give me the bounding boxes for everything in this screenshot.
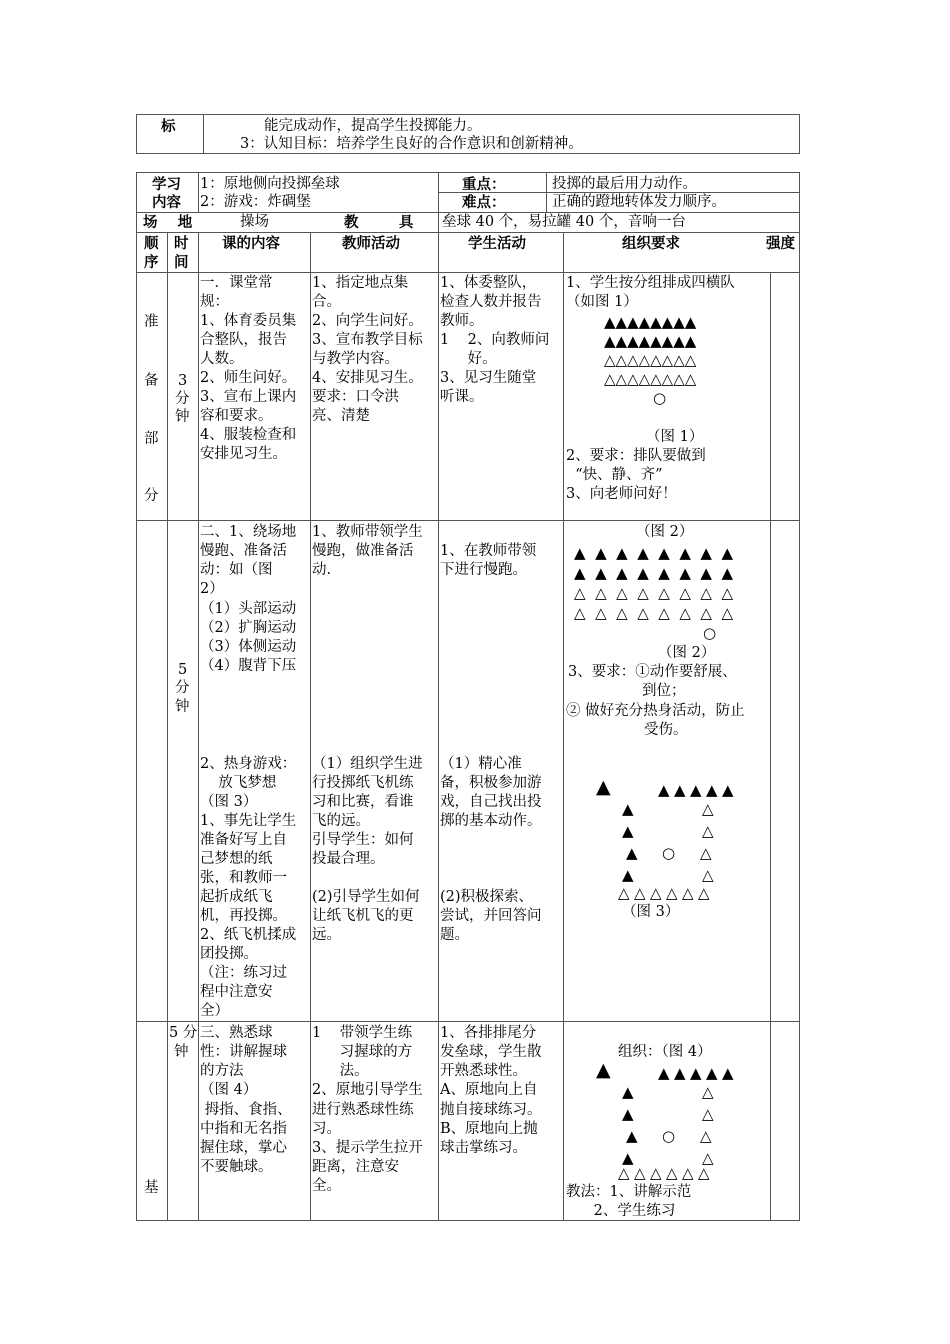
student-line: B、原地向上抛 [440, 1121, 538, 1137]
teacher-line: 慢跑，做准备活 [312, 543, 414, 559]
formation-row-solid: ▲ [674, 1064, 686, 1082]
student-line: 开熟悉球性。 [440, 1063, 527, 1079]
formation-row-hollow: △△△△△△△△ [604, 351, 697, 369]
teacher-line: 3、提示学生拉开 [312, 1140, 423, 1156]
student-line: 题。 [440, 927, 469, 943]
order-char: 部 [144, 431, 159, 447]
time: 钟 [175, 409, 190, 425]
col-org: 组织要求 [622, 235, 680, 252]
student-line: 检查人数并报告 [440, 294, 542, 310]
content-line: 2） [200, 581, 224, 597]
formation-row-hollow: △ [650, 884, 662, 902]
solid-triangle-icon: ▲ [626, 1127, 638, 1145]
content-line: 握住球，掌心 [200, 1140, 287, 1156]
org-req: 3、要求：①动作要舒展、 [568, 664, 737, 680]
formation-row-hollow: △ [666, 884, 678, 902]
solid-triangle-icon: ▲ [622, 866, 634, 884]
solid-triangle-icon: ▲ [622, 1083, 634, 1101]
teacher-line: (2)引导学生如何 [312, 889, 420, 905]
teacher-solid-triangle-icon: ▲ [596, 776, 611, 798]
rule [546, 172, 547, 212]
solid-triangle-icon: ▲ [622, 1105, 634, 1123]
student-line: 发垒球，学生散 [440, 1044, 542, 1060]
figure-caption: （图 3） [622, 904, 680, 920]
student-line: 1、体委整队， [440, 275, 537, 291]
student-line: (2)积极探索、 [440, 889, 534, 905]
figure-caption: （图 2） [658, 645, 716, 661]
formation-row-solid: ▲ [722, 1064, 734, 1082]
org-title: 组织：（图 4） [618, 1044, 712, 1060]
content-line: 人数。 [200, 351, 244, 367]
content-line: 动：如（图 [200, 562, 273, 578]
rule [563, 232, 564, 1221]
objective-line-1: 能完成动作，提高学生投掷能力。 [264, 118, 482, 134]
equipment-label: 教 具 [344, 214, 414, 231]
col-teacher: 教师活动 [342, 235, 400, 252]
formation-row-hollow: △ [698, 884, 710, 902]
teacher-line: 1、教师带领学生 [312, 524, 423, 540]
content-line: 全） [200, 1003, 229, 1019]
solid-triangle-icon: ▲ [622, 800, 634, 818]
teacher-line: （1）组织学生进 [312, 756, 423, 772]
content-line: 安排见习生。 [200, 446, 287, 462]
teacher-line: 全。 [312, 1178, 341, 1194]
content-line: 性：讲解握球 [200, 1044, 287, 1060]
content-line: 放飞梦想 [200, 775, 277, 791]
content-line: 2、纸飞机揉成 [200, 927, 297, 943]
content-line: （3）体侧运动 [200, 639, 297, 655]
formation-row-solid: ▲▲▲▲▲▲▲▲ [604, 313, 697, 331]
formation-row-solid: ▲ [690, 781, 702, 799]
content-line: 团投掷。 [200, 946, 258, 962]
teacher-line: 进行熟悉球性练 [312, 1102, 414, 1118]
figure-caption: （图 1） [646, 429, 704, 445]
teacher-line: 合。 [312, 294, 341, 310]
content-line: （图 3） [200, 794, 258, 810]
difficulty: 正确的蹬地转体发力顺序。 [552, 194, 726, 210]
content-line: 己梦想的纸 [200, 851, 273, 867]
col-content: 课的内容 [222, 235, 280, 252]
content-line: 1、事先让学生 [200, 813, 297, 829]
order-char: 分 [144, 488, 159, 504]
solid-triangle-icon: ▲ [626, 844, 638, 862]
rule [438, 172, 439, 1221]
teacher-line: 投最合理。 [312, 851, 385, 867]
teacher-line: 行投掷纸飞机练 [312, 775, 414, 791]
order-char: 准 [144, 314, 159, 330]
content-line: 机，再投掷。 [200, 908, 287, 924]
student-line: 1 2、向教师问 [440, 332, 550, 348]
content-line: 起折成纸飞 [200, 889, 273, 905]
teacher-line: 距离，注意安 [312, 1159, 399, 1175]
student-line: 听课。 [440, 389, 484, 405]
content-line: 2、热身游戏： [200, 756, 297, 772]
formation-row-hollow: △ [682, 884, 694, 902]
content-line: 不要触球。 [200, 1159, 273, 1175]
formation-row-solid: ▲▲▲▲▲▲▲▲ [604, 332, 697, 350]
content-line: 规： [200, 294, 229, 310]
teacher-line: 习。 [312, 1121, 341, 1137]
org-line: 1、学生按分组排成四横队 [566, 275, 735, 291]
teacher-line: 习握球的方 [312, 1044, 413, 1060]
formation-row-hollow: △ [618, 884, 630, 902]
formation-row-solid: ▲ [706, 781, 718, 799]
teaching-method: 教法：1、讲解示范 [566, 1184, 692, 1200]
formation-row-hollow: △ [634, 1164, 646, 1182]
content-line: 1、体育委员集 [200, 313, 297, 329]
student-line: 3、见习生随堂 [440, 370, 537, 386]
teacher-line: 远。 [312, 927, 341, 943]
org-req: 2、要求：排队要做到 [566, 448, 706, 464]
content-line: 2、师生问好。 [200, 370, 297, 386]
org-req: ② 做好充分热身活动，防止 [566, 703, 745, 719]
objective-line-2: 3：认知目标：培养学生良好的合作意识和创新精神。 [240, 136, 583, 152]
teacher-line: 2、原地引导学生 [312, 1082, 423, 1098]
formation-row-hollow: △ △ △ △ △ △ △ △ [574, 584, 734, 602]
content-line: 张，和教师一 [200, 870, 287, 886]
col-time: 时 [174, 235, 189, 252]
formation-row-hollow: △ △ △ △ △ △ △ △ [574, 604, 734, 622]
col-order: 顺 [144, 235, 159, 252]
teacher-line: 1 带领学生练 [312, 1025, 413, 1041]
teacher-line: 2、向学生问好。 [312, 313, 423, 329]
teacher-line: 3、宣布教学目标 [312, 332, 423, 348]
venue: 操场 [240, 214, 269, 230]
top-table-label: 标 [161, 118, 176, 135]
student-line: 戏，自己找出投 [440, 794, 542, 810]
col-student: 学生活动 [468, 235, 526, 252]
org-req: 受伤。 [644, 722, 688, 738]
hollow-triangle-icon: △ [702, 1083, 714, 1101]
teacher-line: 习和比赛，看谁 [312, 794, 414, 810]
org-line: （如图 1） [566, 294, 638, 310]
formation-row-hollow: △ [682, 1164, 694, 1182]
teacher-circle-icon: ○ [703, 624, 717, 642]
content-line: 慢跑、准备活 [200, 543, 287, 559]
formation-row-solid: ▲ [674, 781, 686, 799]
teacher-circle-icon: ○ [662, 1127, 676, 1145]
rule [198, 232, 199, 1221]
formation-row-hollow: △ [666, 1164, 678, 1182]
col-intensity: 强度 [766, 235, 795, 252]
student-line: 下进行慢跑。 [440, 562, 527, 578]
formation-row-hollow: △ [650, 1164, 662, 1182]
content-line: 三、熟悉球 [200, 1025, 273, 1041]
student-line: 备，积极参加游 [440, 775, 542, 791]
student-line: A、原地向上自 [440, 1082, 538, 1098]
teacher-line: 亮、清楚 [312, 408, 370, 424]
student-line: 1、各排排尾分 [440, 1025, 537, 1041]
content-line: （图 4） [200, 1082, 258, 1098]
student-line: 1、在教师带领 [440, 543, 537, 559]
hollow-triangle-icon: △ [702, 800, 714, 818]
student-line: 抛自接球练习。 [440, 1102, 542, 1118]
rule [136, 520, 800, 521]
study-content-label: 学习 [152, 176, 181, 193]
key-point-label: 重点： [462, 176, 506, 193]
formation-row-solid: ▲ [658, 781, 670, 799]
student-line: 掷的基本动作。 [440, 813, 542, 829]
formation-row-solid: ▲ [658, 1064, 670, 1082]
formation-row-solid: ▲ [706, 1064, 718, 1082]
student-line: 教师。 [440, 313, 484, 329]
teacher-solid-triangle-icon: ▲ [596, 1059, 611, 1081]
formation-row-solid: ▲ ▲ ▲ ▲ ▲ ▲ ▲ ▲ [574, 544, 734, 562]
rule [136, 1021, 800, 1022]
equipment: 垒球 40 个，易拉罐 40 个，音响一台 [442, 214, 686, 230]
venue-label: 场 地 [143, 214, 193, 231]
formation-row-solid: ▲ ▲ ▲ ▲ ▲ ▲ ▲ ▲ [574, 564, 734, 582]
content-line: （4）腹背下压 [200, 658, 297, 674]
content-item-2: 2：游戏：炸碉堡 [200, 194, 311, 210]
time: 分 [175, 680, 190, 696]
content-line: 3、宣布上课内 [200, 389, 297, 405]
content-line: 容和要求。 [200, 408, 273, 424]
rule [198, 172, 199, 212]
teacher-line: 4、安排见习生。 [312, 370, 423, 386]
order-char: 基 [144, 1180, 159, 1196]
content-line: 拇指、食指、 [200, 1102, 292, 1118]
time: 3 [178, 373, 188, 389]
content-line: 二、1、绕场地 [200, 524, 297, 540]
col-time: 间 [174, 254, 189, 271]
hollow-triangle-icon: △ [702, 1105, 714, 1123]
time: 钟 [175, 699, 190, 715]
solid-triangle-icon: ▲ [622, 1149, 634, 1167]
teacher-line: 动. [312, 562, 332, 578]
teacher-line: 法。 [312, 1063, 369, 1079]
formation-row-hollow: △ [698, 1164, 710, 1182]
content-line: 准备好写上自 [200, 832, 287, 848]
time: 5 [178, 662, 188, 678]
solid-triangle-icon: ▲ [622, 822, 634, 840]
student-line: 好。 [440, 351, 497, 367]
teacher-line: 要求：口令洪 [312, 389, 399, 405]
teacher-line: 与教学内容。 [312, 351, 399, 367]
rule [167, 232, 168, 1221]
study-content-label: 内容 [152, 194, 181, 211]
rule [310, 232, 311, 1221]
hollow-triangle-icon: △ [702, 866, 714, 884]
content-line: （1）头部运动 [200, 601, 297, 617]
teacher-circle-icon: ○ [662, 844, 676, 862]
rule [770, 272, 771, 1221]
key-point: 投掷的最后用力动作。 [552, 176, 697, 192]
org-req: 3、向老师问好！ [566, 486, 677, 502]
teacher-line: 飞的远。 [312, 813, 370, 829]
content-line: （注：练习过 [200, 965, 287, 981]
formation-row-hollow: △ [618, 1164, 630, 1182]
student-line: 球击掌练习。 [440, 1140, 527, 1156]
time: 5 分 [169, 1025, 198, 1041]
content-line: 4、服装检查和 [200, 427, 297, 443]
content-line: 中指和无名指 [200, 1121, 287, 1137]
rule [136, 272, 800, 273]
hollow-triangle-icon: △ [702, 822, 714, 840]
hollow-triangle-icon: △ [700, 1127, 712, 1145]
content-line: 一．课堂常 [200, 275, 273, 291]
time: 分 [175, 391, 190, 407]
teacher-line: 1、指定地点集 [312, 275, 409, 291]
difficulty-label: 难点： [462, 194, 506, 211]
content-item-1: 1：原地侧向投掷垒球 [200, 176, 340, 192]
col-order: 序 [144, 254, 159, 271]
teacher-circle-icon: ○ [653, 389, 667, 407]
org-req: 到位； [642, 683, 686, 699]
hollow-triangle-icon: △ [702, 1149, 714, 1167]
content-line: （2）扩胸运动 [200, 620, 297, 636]
student-line: 尝试，并回答问 [440, 908, 542, 924]
formation-row-hollow: △△△△△△△△ [604, 370, 697, 388]
top-table-divider [203, 114, 204, 154]
formation-row-solid: ▲ [690, 1064, 702, 1082]
student-line: （1）精心准 [440, 756, 522, 772]
figure-caption: （图 2） [636, 524, 694, 540]
teacher-line: 让纸飞机飞的更 [312, 908, 414, 924]
hollow-triangle-icon: △ [700, 844, 712, 862]
teaching-method: 2、学生练习 [566, 1203, 676, 1219]
org-req: “快、静、齐” [566, 467, 663, 483]
content-line: 程中注意安 [200, 984, 273, 1000]
formation-row-hollow: △ [634, 884, 646, 902]
content-line: 的方法 [200, 1063, 244, 1079]
content-line: 合整队，报告 [200, 332, 287, 348]
formation-row-solid: ▲ [722, 781, 734, 799]
teacher-line: 引导学生：如何 [312, 832, 414, 848]
order-char: 备 [144, 373, 159, 389]
time: 钟 [174, 1044, 189, 1060]
